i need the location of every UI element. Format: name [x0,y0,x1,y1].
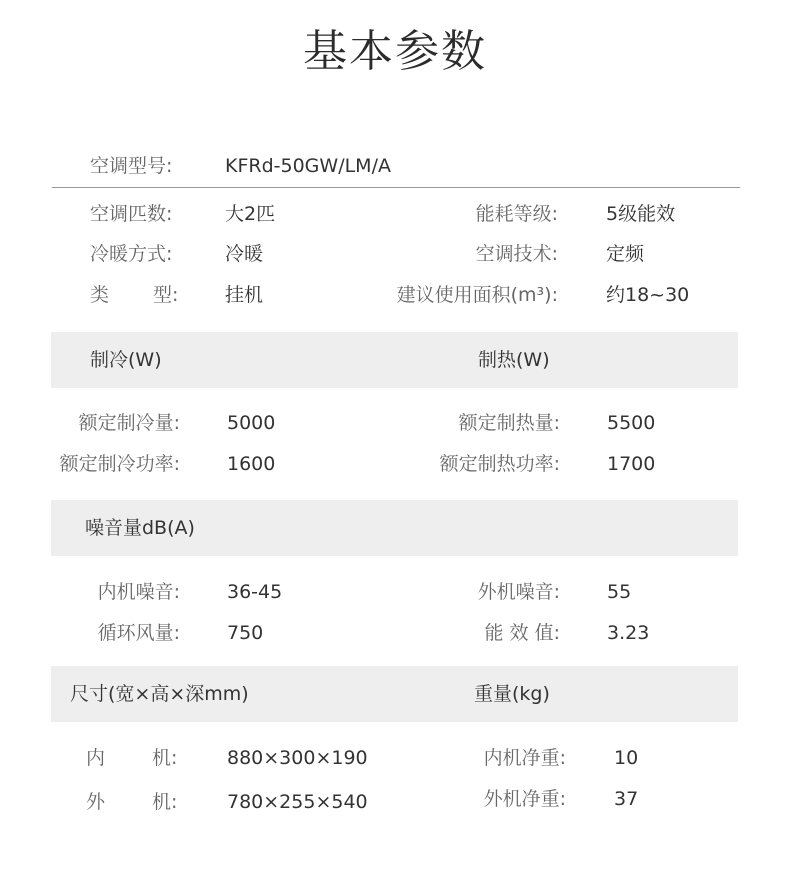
weight-header: 重量(kg) [474,683,550,705]
energy-label: 能耗等级: [475,203,558,225]
indoor-weight-label: 内机净重: [483,747,566,769]
page-title: 基本参数 [303,26,487,77]
capacity-value: 大2匹 [225,203,276,225]
heating-power-value: 1700 [607,453,656,475]
indoor-noise-value: 36-45 [227,581,283,603]
cooling-power-label: 额定制冷功率: [59,453,180,475]
airflow-value: 750 [227,622,264,644]
cooling-capacity-label: 额定制冷量: [78,412,180,434]
outdoor-size-value: 780×255×540 [227,791,368,813]
outdoor-size-label-part2: 机: [152,791,178,813]
outdoor-noise-value: 55 [607,581,632,603]
capacity-label: 空调匹数: [90,203,173,225]
heating-capacity-label: 额定制热量: [458,412,560,434]
energy-value: 5级能效 [606,203,676,225]
tech-label: 空调技术: [475,243,558,265]
divider [52,187,740,188]
area-label: 建议使用面积(m³): [396,284,558,306]
heating-capacity-value: 5500 [607,412,656,434]
cooling-capacity-value: 5000 [227,412,276,434]
model-label: 空调型号: [90,155,173,177]
efficiency-value: 3.23 [607,622,650,644]
outdoor-weight-label: 外机净重: [483,788,566,810]
cooling-header: 制冷(W) [90,349,162,371]
indoor-noise-label: 内机噪音: [97,581,180,603]
heating-header: 制热(W) [478,349,550,371]
size-header: 尺寸(宽×高×深mm) [70,683,249,705]
indoor-size-label-part2: 机: [152,747,178,769]
type-value: 挂机 [225,284,264,306]
model-value: KFRd-50GW/LM/A [225,155,391,177]
type-label-part2: 型: [153,284,179,306]
indoor-size-label-part1: 内 [86,747,106,769]
outdoor-weight-value: 37 [614,788,639,810]
outdoor-noise-label: 外机噪音: [477,581,560,603]
indoor-size-value: 880×300×190 [227,747,368,769]
tech-value: 定频 [606,243,645,265]
outdoor-size-label-part1: 外 [86,791,106,813]
area-value: 约18~30 [606,284,690,306]
indoor-weight-value: 10 [614,747,639,769]
efficiency-label: 能 效 值: [484,622,560,644]
cooling-power-value: 1600 [227,453,276,475]
heating-power-label: 额定制热功率: [439,453,560,475]
mode-label: 冷暖方式: [90,243,173,265]
noise-header: 噪音量dB(A) [85,517,195,539]
mode-value: 冷暖 [225,243,264,265]
airflow-label: 循环风量: [97,622,180,644]
type-label-part1: 类 [90,284,110,306]
